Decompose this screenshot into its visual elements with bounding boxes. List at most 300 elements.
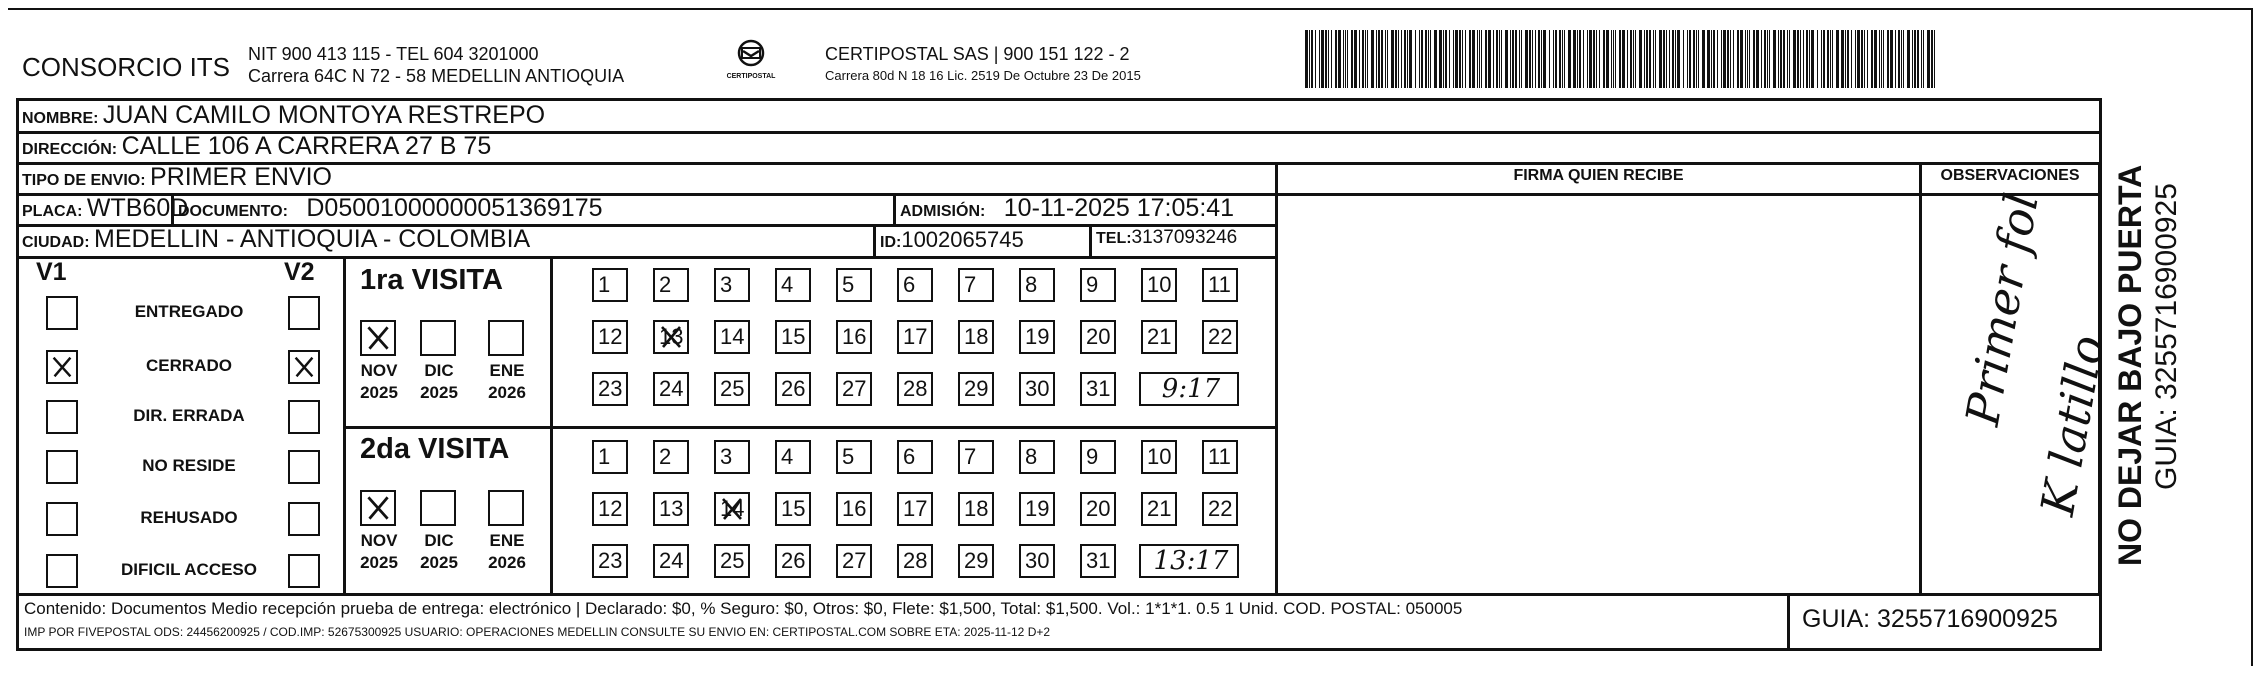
barcode-bar	[1740, 30, 1743, 88]
barcode-bar	[1901, 30, 1902, 88]
barcode-bar	[1541, 30, 1542, 88]
barcode-bar	[1912, 30, 1913, 88]
v1-checkbox[interactable]	[46, 502, 78, 536]
barcode-bar	[1903, 30, 1904, 88]
day-cell[interactable]: 27	[836, 372, 872, 406]
barcode-bar	[1596, 30, 1597, 88]
month-label	[484, 530, 530, 574]
day-cell[interactable]: 26	[775, 544, 811, 578]
barcode-bar	[1861, 30, 1863, 88]
barcode-bar	[1505, 30, 1508, 88]
barcode-bar	[1577, 30, 1578, 88]
barcode-bar	[1345, 30, 1346, 88]
barcode-bar	[1817, 30, 1818, 88]
barcode-bar	[1319, 30, 1320, 88]
barcode-bar	[1525, 30, 1528, 88]
nombre-label: NOMBRE:	[22, 110, 99, 127]
barcode-bar	[1836, 30, 1839, 88]
barcode-bar	[1823, 30, 1825, 88]
barcode-bar	[1649, 30, 1651, 88]
barcode-bar	[1404, 30, 1406, 88]
day-cell[interactable]: 28	[897, 372, 933, 406]
barcode-bar	[1895, 30, 1896, 88]
barcode-bar	[1613, 30, 1614, 88]
barcode-bar	[1459, 30, 1461, 88]
month-label	[416, 360, 462, 404]
day-cell[interactable]: 30	[1019, 544, 1055, 578]
day-cell[interactable]: 17	[897, 320, 933, 354]
id-label: ID:	[880, 234, 902, 251]
day-cell[interactable]: 20	[1080, 492, 1116, 526]
barcode-bar	[1767, 30, 1768, 88]
month-checkbox-dic[interactable]	[420, 320, 456, 356]
barcode-bar	[1365, 30, 1366, 88]
month-label	[356, 530, 402, 574]
barcode-bar	[1512, 30, 1514, 88]
certipostal-logo-icon	[733, 38, 769, 68]
placa-label: PLACA:	[22, 203, 83, 220]
barcode-bar	[1830, 30, 1831, 88]
barcode-bar	[1761, 30, 1762, 88]
visita1-title: 1ra VISITA	[360, 264, 503, 296]
barcode-bar	[1309, 30, 1310, 88]
day-cell[interactable]: 7	[958, 268, 994, 302]
barcode-bar	[1803, 30, 1804, 88]
barcode-bar	[1532, 30, 1533, 88]
barcode-bar	[1555, 30, 1557, 88]
day-cell[interactable]: 3	[714, 440, 750, 474]
barcode-bar	[1589, 30, 1592, 88]
month-name: NOV	[360, 361, 398, 380]
barcode-bar	[1733, 30, 1734, 88]
barcode-bar	[1622, 30, 1625, 88]
company-name: CONSORCIO ITS	[22, 52, 231, 82]
barcode-bar	[1434, 30, 1437, 88]
barcode-bar	[1481, 30, 1482, 88]
barcode-bar	[1934, 30, 1935, 88]
barcode-bar	[1793, 30, 1796, 88]
barcode-bar	[1721, 30, 1722, 88]
certipostal-license: Carrera 80d N 18 16 Lic. 2519 De Octubre 23 De 2015	[825, 68, 1141, 83]
barcode-bar	[1579, 30, 1581, 88]
barcode-bar	[1564, 30, 1565, 88]
barcode-bar	[1749, 30, 1750, 88]
v1-checkbox[interactable]	[46, 400, 78, 434]
ciudad-label: CIUDAD:	[22, 234, 90, 251]
v2-checkbox[interactable]	[288, 554, 320, 588]
barcode-bar	[1644, 30, 1645, 88]
barcode	[1305, 30, 1945, 88]
v1-checkbox[interactable]	[46, 554, 78, 588]
day-cell[interactable]: 20	[1080, 320, 1116, 354]
day-cell[interactable]: 6	[897, 440, 933, 474]
month-year: 2026	[488, 553, 526, 572]
footer-imp: IMP POR FIVEPOSTAL ODS: 24456200925 / COD.IMP: 52675300925 USUARIO: OPERACIONES MEDELLIN CONSULTE SU ENVIO EN: CERTIPOSTAL.COM SOBRE ETA: 2025-11-12 D+2	[24, 625, 1051, 639]
barcode-bar	[1717, 30, 1718, 88]
barcode-bar	[1593, 30, 1595, 88]
v1-header: V1	[36, 258, 67, 286]
company-address: Carrera 64C N 72 - 58 MEDELLIN ANTIOQUIA	[248, 66, 625, 86]
barcode-bar	[1687, 30, 1688, 88]
footer-contenido: Contenido: Documentos Medio recepción prueba de entrega: electrónico | Declarado: $0, % Seguro: $0, Otros: $0, Flete: $1,500, Total: $1,500. Vol.: 1*1*1. 0.5 1 Unid. COD. POSTAL: 050005	[24, 599, 1463, 618]
barcode-bar	[1663, 30, 1665, 88]
barcode-bar	[1549, 30, 1550, 88]
barcode-bar	[1851, 30, 1852, 88]
barcode-bar	[1343, 30, 1344, 88]
day-cell[interactable]: 4	[775, 268, 811, 302]
barcode-bar	[1811, 30, 1814, 88]
day-strike-mark	[716, 494, 748, 524]
day-cell[interactable]: 31	[1080, 544, 1116, 578]
barcode-bar	[1583, 30, 1584, 88]
barcode-bar	[1462, 30, 1463, 88]
day-cell[interactable]: 2	[653, 440, 689, 474]
day-cell[interactable]: 17	[897, 492, 933, 526]
v2-checkbox[interactable]	[288, 450, 320, 484]
day-cell[interactable]: 15	[775, 492, 811, 526]
barcode-bar	[1415, 30, 1416, 88]
footer-guia: GUIA: 3255716900925	[1802, 605, 2058, 633]
day-cell[interactable]: 22	[1202, 492, 1238, 526]
v2-checkbox[interactable]	[288, 400, 320, 434]
day-cell[interactable]: 15	[775, 320, 811, 354]
month-year: 2025	[360, 553, 398, 572]
day-cell[interactable]: 14	[714, 492, 750, 526]
barcode-bar	[1419, 30, 1420, 88]
barcode-bar	[1747, 30, 1748, 88]
barcode-bar	[1635, 30, 1636, 88]
day-cell[interactable]: 9	[1080, 268, 1116, 302]
barcode-bar	[1611, 30, 1612, 88]
barcode-bar	[1521, 30, 1522, 88]
tel-value: 3137093246	[1131, 227, 1238, 248]
day-cell[interactable]: 26	[775, 372, 811, 406]
barcode-bar	[1931, 30, 1933, 88]
day-cell[interactable]: 12	[592, 320, 628, 354]
day-cell[interactable]: 7	[958, 440, 994, 474]
day-cell[interactable]: 31	[1080, 372, 1116, 406]
month-checkbox-ene[interactable]	[488, 320, 524, 356]
barcode-bar	[1693, 30, 1695, 88]
barcode-bar	[1809, 30, 1810, 88]
day-cell[interactable]: 18	[958, 320, 994, 354]
barcode-bar	[1832, 30, 1833, 88]
barcode-bar	[1773, 30, 1776, 88]
barcode-bar	[1666, 30, 1667, 88]
barcode-bar	[1469, 30, 1471, 88]
day-cell[interactable]: 30	[1019, 372, 1055, 406]
month-label	[416, 530, 462, 574]
company-nit: NIT 900 413 115 - TEL 604 3201000	[248, 44, 539, 64]
barcode-bar	[1510, 30, 1511, 88]
barcode-bar	[1453, 30, 1454, 88]
day-cell[interactable]: 5	[836, 440, 872, 474]
day-cell[interactable]: 9	[1080, 440, 1116, 474]
month-year: 2025	[420, 383, 458, 402]
v1-checkbox[interactable]	[46, 450, 78, 484]
month-checkbox-nov[interactable]	[360, 490, 396, 526]
day-cell[interactable]: 14	[714, 320, 750, 354]
barcode-bar	[1529, 30, 1531, 88]
month-checkbox-dic[interactable]	[420, 490, 456, 526]
barcode-bar	[1391, 30, 1394, 88]
day-cell[interactable]: 25	[714, 544, 750, 578]
barcode-bar	[1401, 30, 1402, 88]
day-cell[interactable]: 8	[1019, 440, 1055, 474]
day-cell[interactable]: 24	[653, 544, 689, 578]
barcode-bar	[1335, 30, 1337, 88]
barcode-bar	[1328, 30, 1329, 88]
barcode-bar	[1538, 30, 1540, 88]
barcode-bar	[1789, 30, 1790, 88]
barcode-bar	[1351, 30, 1353, 88]
month-name: ENE	[489, 361, 525, 380]
v2-header: V2	[284, 258, 315, 286]
certipostal-info: CERTIPOSTAL SAS | 900 151 122 - 2	[825, 44, 1130, 64]
barcode-bar	[1553, 30, 1554, 88]
side-guia: GUIA: 3255716900925	[2150, 183, 2183, 490]
month-checkbox-nov[interactable]	[360, 320, 396, 356]
barcode-bar	[1683, 30, 1684, 88]
day-cell[interactable]: 23	[592, 544, 628, 578]
barcode-bar	[1519, 30, 1520, 88]
barcode-bar	[1727, 30, 1729, 88]
barcode-bar	[1845, 30, 1846, 88]
barcode-bar	[1407, 30, 1408, 88]
barcode-bar	[1305, 30, 1308, 88]
month-name: DIC	[424, 531, 454, 550]
barcode-bar	[1338, 30, 1341, 88]
day-cell[interactable]: 19	[1019, 492, 1055, 526]
barcode-bar	[1857, 30, 1860, 88]
day-cell[interactable]: 5	[836, 268, 872, 302]
status-option-label: REHUSADO	[140, 508, 238, 527]
barcode-bar	[1921, 30, 1922, 88]
barcode-bar	[1723, 30, 1726, 88]
barcode-bar	[1421, 30, 1423, 88]
visit-time: 9:17	[1139, 372, 1239, 406]
observaciones-handwriting-2: K latillo	[2030, 331, 2115, 520]
documento-value: D05001000000051369175	[306, 194, 603, 222]
barcode-bar	[1881, 30, 1882, 88]
status-option-label: DIFICIL ACCESO	[120, 560, 257, 579]
day-cell[interactable]: 16	[836, 492, 872, 526]
barcode-bar	[1443, 30, 1444, 88]
barcode-bar	[1696, 30, 1697, 88]
barcode-bar	[1677, 30, 1680, 88]
barcode-bar	[1449, 30, 1450, 88]
placa-cell	[22, 194, 188, 223]
direccion-value: CALLE 106 A CARRERA 27 B 75	[121, 132, 492, 160]
barcode-bar	[1753, 30, 1755, 88]
barcode-bar	[1659, 30, 1662, 88]
barcode-bar	[1646, 30, 1648, 88]
barcode-bar	[1867, 30, 1868, 88]
observaciones-handwriting-1: Primer fol	[1955, 189, 2049, 430]
day-cell[interactable]: 29	[958, 372, 994, 406]
barcode-bar	[1627, 30, 1628, 88]
barcode-bar	[1917, 30, 1919, 88]
documento-cell	[178, 194, 603, 223]
day-cell[interactable]: 13	[653, 492, 689, 526]
barcode-bar	[1787, 30, 1788, 88]
barcode-bar	[1639, 30, 1642, 88]
barcode-bar	[1780, 30, 1782, 88]
barcode-bar	[1378, 30, 1380, 88]
barcode-bar	[1485, 30, 1487, 88]
barcode-bar	[1535, 30, 1536, 88]
day-cell[interactable]: 11	[1202, 440, 1238, 474]
observaciones-header: OBSERVACIONES	[1940, 167, 2080, 184]
month-label	[484, 360, 530, 404]
day-cell[interactable]: 11	[1202, 268, 1238, 302]
day-cell[interactable]: 4	[775, 440, 811, 474]
barcode-bar	[1841, 30, 1844, 88]
barcode-bar	[1756, 30, 1759, 88]
barcode-bar	[1874, 30, 1877, 88]
firma-header: FIRMA QUIEN RECIBE	[1513, 167, 1684, 184]
barcode-bar	[1395, 30, 1397, 88]
day-cell[interactable]: 3	[714, 268, 750, 302]
month-name: DIC	[424, 361, 454, 380]
month-checkbox-ene[interactable]	[488, 490, 524, 526]
day-cell[interactable]: 6	[897, 268, 933, 302]
tel-label: TEL:	[1096, 230, 1132, 247]
day-cell[interactable]: 22	[1202, 320, 1238, 354]
barcode-bar	[1354, 30, 1357, 88]
barcode-bar	[1847, 30, 1849, 88]
barcode-bar	[1864, 30, 1865, 88]
barcode-bar	[1879, 30, 1880, 88]
day-cell[interactable]: 25	[714, 372, 750, 406]
barcode-bar	[1376, 30, 1377, 88]
barcode-bar	[1615, 30, 1616, 88]
day-cell[interactable]: 23	[592, 372, 628, 406]
barcode-bar	[1479, 30, 1480, 88]
month-label	[356, 360, 402, 404]
v1-checkbox[interactable]	[46, 296, 78, 330]
day-cell[interactable]: 18	[958, 492, 994, 526]
tipo-row	[22, 163, 332, 192]
barcode-bar	[1465, 30, 1466, 88]
barcode-bar	[1606, 30, 1609, 88]
id-cell	[880, 227, 1024, 253]
status-option-label: DIR. ERRADA	[133, 406, 245, 425]
day-cell[interactable]: 29	[958, 544, 994, 578]
month-name: ENE	[489, 531, 525, 550]
v2-checkbox[interactable]	[288, 296, 320, 330]
barcode-bar	[1347, 30, 1348, 88]
barcode-bar	[1797, 30, 1799, 88]
v1-checkbox[interactable]	[46, 350, 78, 384]
barcode-bar	[1321, 30, 1324, 88]
day-cell[interactable]: 16	[836, 320, 872, 354]
barcode-bar	[1883, 30, 1884, 88]
barcode-bar	[1568, 30, 1571, 88]
barcode-bar	[1672, 30, 1674, 88]
day-cell[interactable]: 27	[836, 544, 872, 578]
status-option-label: CERRADO	[146, 356, 232, 375]
barcode-bar	[1409, 30, 1412, 88]
barcode-bar	[1496, 30, 1498, 88]
day-cell[interactable]: 10	[1141, 440, 1177, 474]
barcode-bar	[1702, 30, 1705, 88]
day-cell[interactable]: 1	[592, 440, 628, 474]
barcode-bar	[1385, 30, 1386, 88]
barcode-bar	[1493, 30, 1494, 88]
documento-label: DOCUMENTO:	[178, 203, 288, 220]
v2-checkbox[interactable]	[288, 502, 320, 536]
barcode-bar	[1599, 30, 1600, 88]
day-cell[interactable]: 21	[1141, 492, 1177, 526]
barcode-bar	[1515, 30, 1517, 88]
barcode-bar	[1655, 30, 1656, 88]
ciudad-cell	[22, 225, 530, 254]
barcode-bar	[1737, 30, 1739, 88]
side-warning: NO DEJAR BAJO PUERTA	[2112, 164, 2148, 566]
ciudad-value: MEDELLIN - ANTIOQUIA - COLOMBIA	[94, 225, 531, 253]
admision-cell	[900, 194, 1234, 223]
nombre-row	[22, 101, 545, 130]
tipo-value: PRIMER ENVIO	[150, 163, 333, 191]
day-cell[interactable]: 2	[653, 268, 689, 302]
v2-checkbox[interactable]	[288, 350, 320, 384]
barcode-bar	[1311, 30, 1313, 88]
barcode-bar	[1455, 30, 1458, 88]
day-cell[interactable]: 24	[653, 372, 689, 406]
barcode-bar	[1488, 30, 1491, 88]
barcode-bar	[1472, 30, 1475, 88]
barcode-bar	[1689, 30, 1691, 88]
barcode-bar	[1633, 30, 1634, 88]
day-cell[interactable]: 8	[1019, 268, 1055, 302]
barcode-bar	[1630, 30, 1632, 88]
status-option-label: ENTREGADO	[134, 302, 244, 321]
month-name: NOV	[360, 531, 398, 550]
tipo-label: TIPO DE ENVIO:	[22, 172, 146, 189]
barcode-bar	[1362, 30, 1364, 88]
barcode-bar	[1713, 30, 1715, 88]
day-cell[interactable]: 21	[1141, 320, 1177, 354]
certipostal-logo	[720, 38, 782, 90]
day-cell[interactable]: 1	[592, 268, 628, 302]
tel-cell	[1096, 227, 1237, 249]
visita2-title: 2da VISITA	[360, 433, 510, 465]
day-cell[interactable]: 28	[897, 544, 933, 578]
barcode-bar	[1827, 30, 1829, 88]
visit-time: 13:17	[1139, 544, 1239, 578]
day-cell[interactable]: 19	[1019, 320, 1055, 354]
barcode-bar	[1653, 30, 1654, 88]
barcode-bar	[1559, 30, 1561, 88]
barcode-bar	[1927, 30, 1930, 88]
barcode-bar	[1499, 30, 1500, 88]
admision-value: 10-11-2025 17:05:41	[1003, 194, 1235, 222]
month-year: 2026	[488, 383, 526, 402]
barcode-bar	[1783, 30, 1785, 88]
barcode-bar	[1603, 30, 1605, 88]
barcode-bar	[1887, 30, 1889, 88]
day-cell[interactable]: 10	[1141, 268, 1177, 302]
month-year: 2025	[420, 553, 458, 572]
day-cell[interactable]: 13	[653, 320, 689, 354]
barcode-bar	[1439, 30, 1442, 88]
day-cell[interactable]: 12	[592, 492, 628, 526]
barcode-bar	[1914, 30, 1916, 88]
barcode-bar	[1619, 30, 1621, 88]
barcode-bar	[1707, 30, 1710, 88]
barcode-bar	[1325, 30, 1327, 88]
